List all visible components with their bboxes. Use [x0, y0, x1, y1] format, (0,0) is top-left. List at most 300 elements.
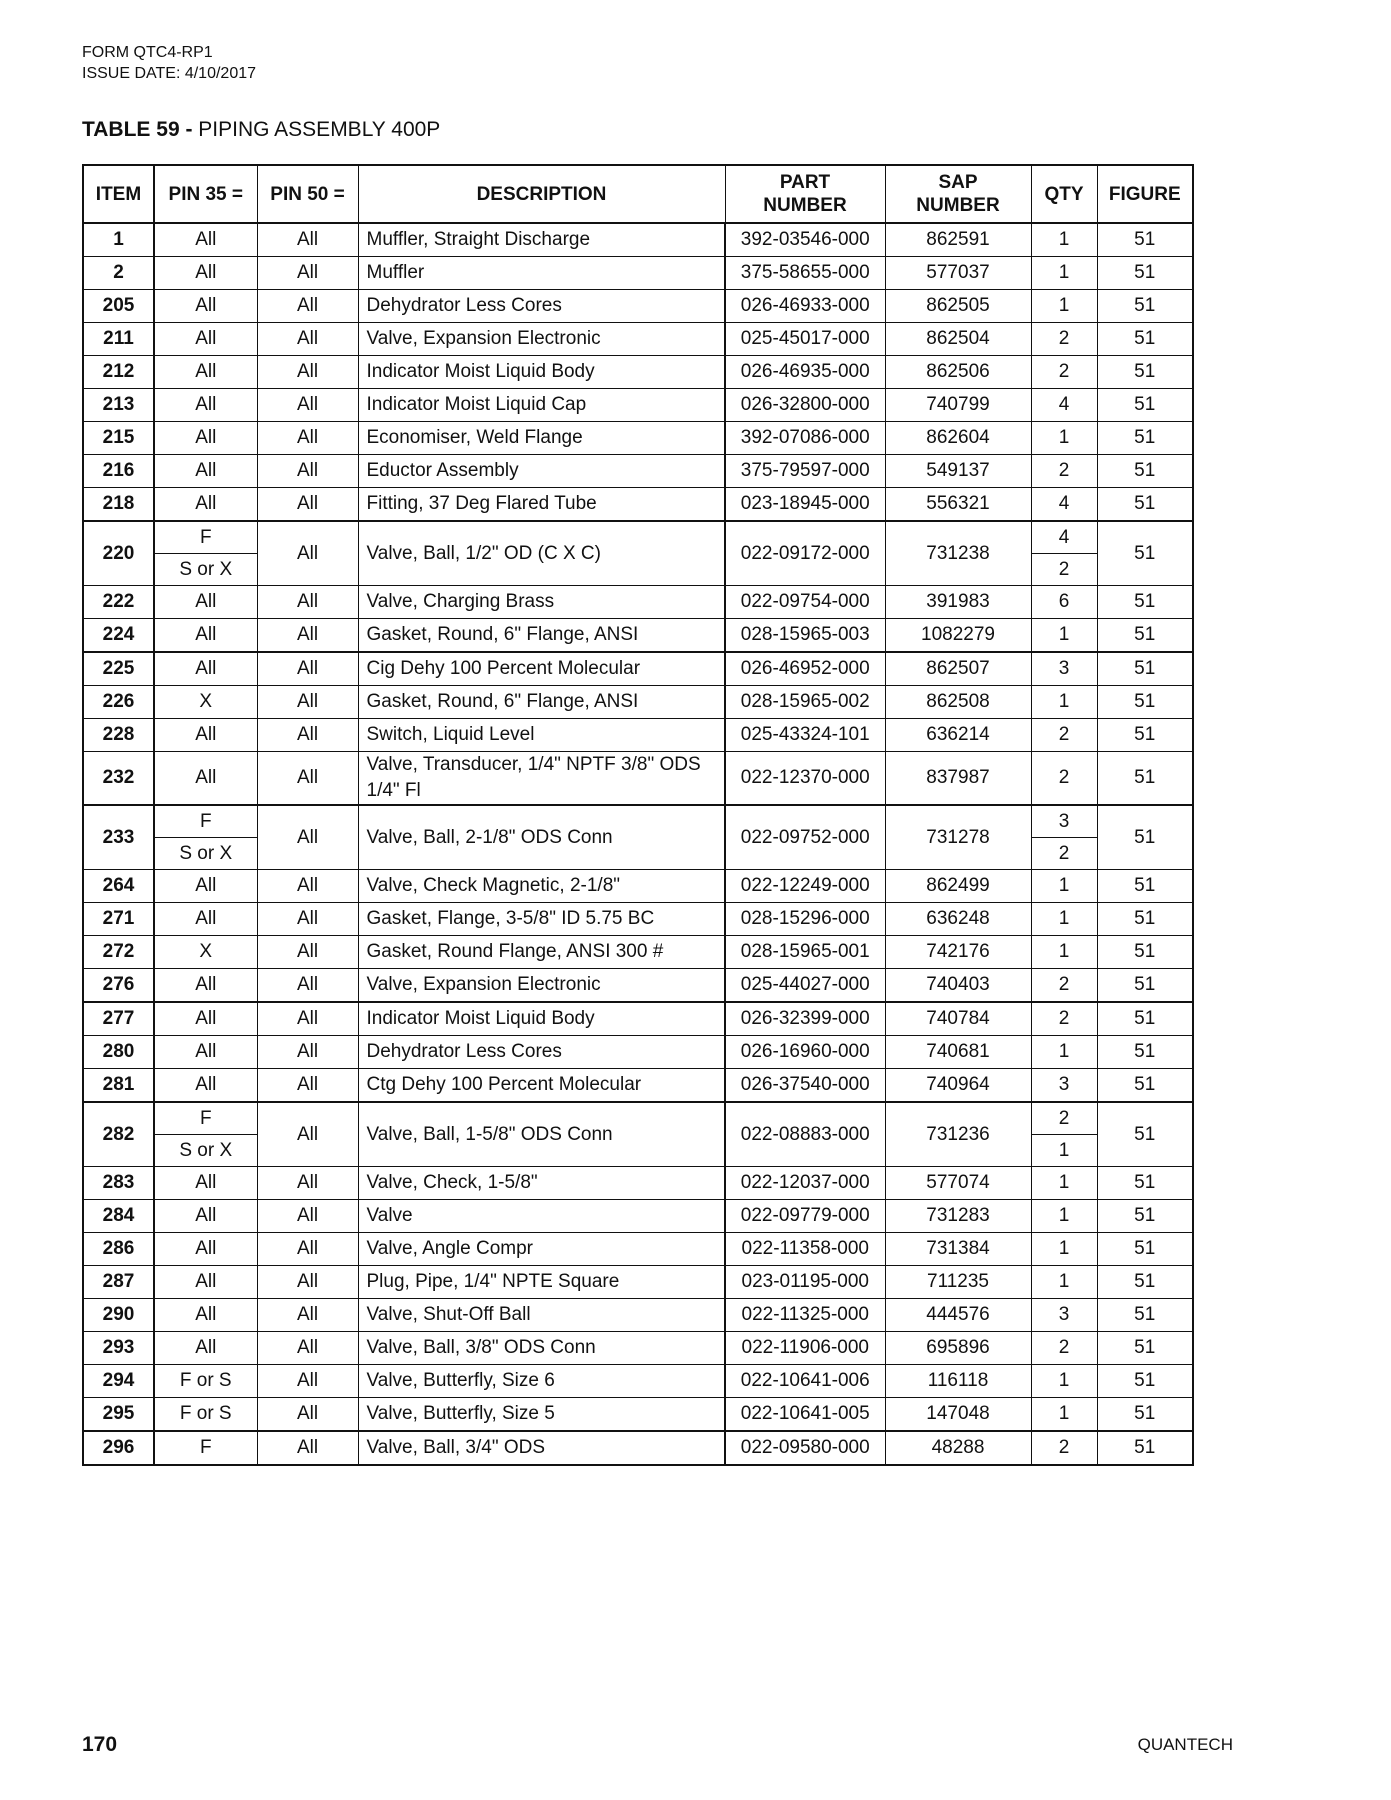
pin50-cell: All [257, 257, 358, 290]
item-cell: 213 [83, 389, 154, 422]
sap-number-cell: 862505 [885, 290, 1031, 323]
part-number-cell: 022-09172-000 [725, 521, 885, 586]
item-cell: 220 [83, 521, 154, 586]
figure-cell: 51 [1097, 422, 1193, 455]
figure-cell: 51 [1097, 1002, 1193, 1036]
part-number-cell: 023-18945-000 [725, 488, 885, 522]
part-number-cell: 022-10641-005 [725, 1398, 885, 1432]
part-number-cell: 392-03546-000 [725, 223, 885, 257]
pin50-cell: All [257, 488, 358, 522]
figure-cell: 51 [1097, 686, 1193, 719]
qty-cell: 3 [1031, 1299, 1097, 1332]
item-cell: 284 [83, 1200, 154, 1233]
pin50-cell: All [257, 455, 358, 488]
figure-cell: 51 [1097, 1365, 1193, 1398]
qty-cell: 1 [1031, 870, 1097, 903]
table-row [83, 1299, 1193, 1332]
item-cell: 211 [83, 323, 154, 356]
sap-number-cell: 862499 [885, 870, 1031, 903]
part-number-cell: 028-15965-003 [725, 619, 885, 653]
table-row [83, 1266, 1193, 1299]
table-row [83, 1200, 1193, 1233]
qty-cell: 4 [1031, 488, 1097, 522]
pin35-cell: All [154, 455, 257, 488]
table-row [83, 422, 1193, 455]
col-header-description: DESCRIPTION [358, 165, 725, 223]
part-number-cell: 026-16960-000 [725, 1036, 885, 1069]
sap-number-cell: 636248 [885, 903, 1031, 936]
qty-cell: 1 [1031, 1398, 1097, 1432]
sap-number-cell: 549137 [885, 455, 1031, 488]
sap-number-cell: 742176 [885, 936, 1031, 969]
col-header-item: ITEM [83, 165, 154, 223]
part-number-cell: 022-08883-000 [725, 1102, 885, 1167]
description-cell: Valve, Butterfly, Size 5 [358, 1398, 725, 1432]
description-cell: Valve, Ball, 2-1/8" ODS Conn [358, 805, 725, 870]
description-cell: Valve, Butterfly, Size 6 [358, 1365, 725, 1398]
pin35-cell: All [154, 1332, 257, 1365]
brand-name: QUANTECH [1137, 1735, 1233, 1754]
figure-cell: 51 [1097, 290, 1193, 323]
table-row [83, 619, 1193, 653]
table-name: PIPING ASSEMBLY 400P [192, 118, 441, 141]
pin35-cell: F [154, 805, 257, 838]
qty-cell: 2 [1031, 1332, 1097, 1365]
col-header-sap-number: SAP NUMBER [885, 165, 1031, 223]
table-row [83, 903, 1193, 936]
description-cell: Valve, Transducer, 1/4" NPTF 3/8" ODS 1/4" Fl [358, 752, 725, 806]
pin35-cell: F [154, 1102, 257, 1135]
figure-cell: 51 [1097, 455, 1193, 488]
description-cell: Eductor Assembly [358, 455, 725, 488]
table-row [83, 488, 1193, 522]
sap-number-cell: 837987 [885, 752, 1031, 806]
pin35-cell: All [154, 422, 257, 455]
pin50-cell: All [257, 1002, 358, 1036]
sap-number-cell: 48288 [885, 1431, 1031, 1465]
item-cell: 216 [83, 455, 154, 488]
pin35-cell: All [154, 290, 257, 323]
description-cell: Muffler [358, 257, 725, 290]
sap-number-cell: 862504 [885, 323, 1031, 356]
table-row [83, 752, 1193, 806]
part-number-cell: 025-44027-000 [725, 969, 885, 1003]
part-number-cell: 026-46933-000 [725, 290, 885, 323]
item-cell: 2 [83, 257, 154, 290]
figure-cell: 51 [1097, 1233, 1193, 1266]
pin50-cell: All [257, 1299, 358, 1332]
qty-cell: 3 [1031, 1069, 1097, 1103]
sap-number-cell: 740681 [885, 1036, 1031, 1069]
pin35-cell: S or X [154, 554, 257, 586]
pin50-cell: All [257, 969, 358, 1003]
qty-cell: 1 [1031, 1135, 1097, 1167]
description-cell: Valve [358, 1200, 725, 1233]
pin35-cell: All [154, 586, 257, 619]
figure-cell: 51 [1097, 805, 1193, 870]
pin50-cell: All [257, 805, 358, 870]
pin35-cell: F [154, 521, 257, 554]
pin35-cell: All [154, 719, 257, 752]
pin35-cell: All [154, 652, 257, 686]
pin35-cell: All [154, 1299, 257, 1332]
sap-number-cell: 740784 [885, 1002, 1031, 1036]
pin50-cell: All [257, 290, 358, 323]
figure-cell: 51 [1097, 903, 1193, 936]
figure-cell: 51 [1097, 1102, 1193, 1167]
part-number-cell: 022-10641-006 [725, 1365, 885, 1398]
part-number-cell: 022-12249-000 [725, 870, 885, 903]
pin35-cell: S or X [154, 838, 257, 870]
pin35-cell: All [154, 752, 257, 806]
pin35-cell: All [154, 257, 257, 290]
qty-cell: 1 [1031, 1036, 1097, 1069]
part-number-cell: 022-12370-000 [725, 752, 885, 806]
part-number-cell: 025-43324-101 [725, 719, 885, 752]
figure-cell: 51 [1097, 719, 1193, 752]
page-number: 170 [82, 1733, 118, 1756]
item-cell: 286 [83, 1233, 154, 1266]
item-cell: 232 [83, 752, 154, 806]
figure-cell: 51 [1097, 223, 1193, 257]
description-cell: Indicator Moist Liquid Cap [358, 389, 725, 422]
part-number-cell: 022-11325-000 [725, 1299, 885, 1332]
sap-number-cell: 731236 [885, 1102, 1031, 1167]
figure-cell: 51 [1097, 752, 1193, 806]
table-row [83, 521, 1193, 554]
qty-cell: 1 [1031, 422, 1097, 455]
table-row [83, 719, 1193, 752]
item-cell: 224 [83, 619, 154, 653]
table-row [83, 686, 1193, 719]
pin50-cell: All [257, 1102, 358, 1167]
sap-number-cell: 147048 [885, 1398, 1031, 1432]
sap-number-cell: 731384 [885, 1233, 1031, 1266]
qty-cell: 6 [1031, 586, 1097, 619]
description-cell: Dehydrator Less Cores [358, 290, 725, 323]
table-row [83, 323, 1193, 356]
table-row [83, 936, 1193, 969]
pin50-cell: All [257, 1200, 358, 1233]
pin50-cell: All [257, 903, 358, 936]
part-number-cell: 022-09754-000 [725, 586, 885, 619]
item-cell: 276 [83, 969, 154, 1003]
part-number-cell: 022-12037-000 [725, 1167, 885, 1200]
figure-cell: 51 [1097, 1431, 1193, 1465]
pin35-cell: All [154, 870, 257, 903]
pin35-cell: S or X [154, 1135, 257, 1167]
qty-cell: 1 [1031, 290, 1097, 323]
item-cell: 282 [83, 1102, 154, 1167]
table-number: TABLE 59 - [82, 118, 193, 141]
item-cell: 226 [83, 686, 154, 719]
pin50-cell: All [257, 1365, 358, 1398]
sap-number-cell: 636214 [885, 719, 1031, 752]
qty-cell: 2 [1031, 719, 1097, 752]
figure-cell: 51 [1097, 652, 1193, 686]
item-cell: 212 [83, 356, 154, 389]
pin35-cell: All [154, 323, 257, 356]
sap-number-cell: 740403 [885, 969, 1031, 1003]
part-number-cell: 022-09580-000 [725, 1431, 885, 1465]
table-row [83, 1332, 1193, 1365]
col-header-qty: QTY [1031, 165, 1097, 223]
pin50-cell: All [257, 719, 358, 752]
description-cell: Valve, Ball, 1/2" OD (C X C) [358, 521, 725, 586]
qty-cell: 1 [1031, 1233, 1097, 1266]
sap-number-cell: 711235 [885, 1266, 1031, 1299]
item-cell: 295 [83, 1398, 154, 1432]
sap-number-cell: 740799 [885, 389, 1031, 422]
item-cell: 1 [83, 223, 154, 257]
pin50-cell: All [257, 1266, 358, 1299]
pin35-cell: All [154, 1200, 257, 1233]
part-number-cell: 028-15965-001 [725, 936, 885, 969]
pin50-cell: All [257, 1167, 358, 1200]
figure-cell: 51 [1097, 1167, 1193, 1200]
part-number-cell: 023-01195-000 [725, 1266, 885, 1299]
figure-cell: 51 [1097, 1036, 1193, 1069]
qty-cell: 1 [1031, 257, 1097, 290]
pin35-cell: All [154, 619, 257, 653]
sap-number-cell: 391983 [885, 586, 1031, 619]
col-header-pin50: PIN 50 = [257, 165, 358, 223]
issue-date: ISSUE DATE: 4/10/2017 [82, 65, 257, 82]
pin35-cell: All [154, 1266, 257, 1299]
figure-cell: 51 [1097, 1299, 1193, 1332]
description-cell: Valve, Angle Compr [358, 1233, 725, 1266]
description-cell: Plug, Pipe, 1/4" NPTE Square [358, 1266, 725, 1299]
pin50-cell: All [257, 686, 358, 719]
qty-cell: 2 [1031, 838, 1097, 870]
description-cell: Gasket, Round, 6" Flange, ANSI [358, 619, 725, 653]
description-cell: Indicator Moist Liquid Body [358, 1002, 725, 1036]
table-row [83, 1102, 1193, 1135]
pin35-cell: All [154, 1069, 257, 1103]
qty-cell: 1 [1031, 903, 1097, 936]
figure-cell: 51 [1097, 257, 1193, 290]
table-header-row [83, 165, 1193, 223]
pin50-cell: All [257, 422, 358, 455]
pin35-cell: X [154, 686, 257, 719]
qty-cell: 2 [1031, 455, 1097, 488]
form-header [82, 42, 256, 84]
item-cell: 218 [83, 488, 154, 522]
figure-cell: 51 [1097, 870, 1193, 903]
table-row [83, 652, 1193, 686]
part-number-cell: 028-15296-000 [725, 903, 885, 936]
description-cell: Valve, Ball, 3/8" ODS Conn [358, 1332, 725, 1365]
qty-cell: 2 [1031, 1431, 1097, 1465]
item-cell: 290 [83, 1299, 154, 1332]
pin50-cell: All [257, 1398, 358, 1432]
item-cell: 228 [83, 719, 154, 752]
pin35-cell: All [154, 903, 257, 936]
pin35-cell: All [154, 488, 257, 522]
qty-cell: 4 [1031, 521, 1097, 554]
part-number-cell: 026-32399-000 [725, 1002, 885, 1036]
item-cell: 280 [83, 1036, 154, 1069]
pin50-cell: All [257, 389, 358, 422]
table-body [83, 223, 1193, 1465]
part-number-cell: 022-09779-000 [725, 1200, 885, 1233]
figure-cell: 51 [1097, 936, 1193, 969]
col-header-pin35: PIN 35 = [154, 165, 257, 223]
sap-number-cell: 577074 [885, 1167, 1031, 1200]
figure-cell: 51 [1097, 1332, 1193, 1365]
part-number-cell: 375-79597-000 [725, 455, 885, 488]
figure-cell: 51 [1097, 1200, 1193, 1233]
item-cell: 294 [83, 1365, 154, 1398]
sap-number-cell: 862506 [885, 356, 1031, 389]
qty-cell: 1 [1031, 223, 1097, 257]
table-row [83, 1398, 1193, 1432]
qty-cell: 1 [1031, 1266, 1097, 1299]
pin35-cell: All [154, 223, 257, 257]
table-row [83, 223, 1193, 257]
part-number-cell: 022-09752-000 [725, 805, 885, 870]
table-row [83, 389, 1193, 422]
sap-number-cell: 556321 [885, 488, 1031, 522]
table-row [83, 1069, 1193, 1103]
qty-cell: 2 [1031, 356, 1097, 389]
pin50-cell: All [257, 1036, 358, 1069]
pin50-cell: All [257, 521, 358, 586]
pin35-cell: F or S [154, 1398, 257, 1432]
sap-number-cell: 116118 [885, 1365, 1031, 1398]
figure-cell: 51 [1097, 1398, 1193, 1432]
item-cell: 293 [83, 1332, 154, 1365]
table-row [83, 1036, 1193, 1069]
description-cell: Muffler, Straight Discharge [358, 223, 725, 257]
part-number-cell: 022-11906-000 [725, 1332, 885, 1365]
part-number-cell: 026-46952-000 [725, 652, 885, 686]
sap-number-cell: 862604 [885, 422, 1031, 455]
pin35-cell: All [154, 1036, 257, 1069]
description-cell: Ctg Dehy 100 Percent Molecular [358, 1069, 725, 1103]
table-row [83, 805, 1193, 838]
figure-cell: 51 [1097, 521, 1193, 586]
description-cell: Valve, Ball, 1-5/8" ODS Conn [358, 1102, 725, 1167]
part-number-cell: 392-07086-000 [725, 422, 885, 455]
figure-cell: 51 [1097, 389, 1193, 422]
description-cell: Indicator Moist Liquid Body [358, 356, 725, 389]
qty-cell: 2 [1031, 323, 1097, 356]
pin50-cell: All [257, 356, 358, 389]
figure-cell: 51 [1097, 488, 1193, 522]
qty-cell: 2 [1031, 1102, 1097, 1135]
figure-cell: 51 [1097, 619, 1193, 653]
table-row [83, 356, 1193, 389]
figure-cell: 51 [1097, 1069, 1193, 1103]
description-cell: Economiser, Weld Flange [358, 422, 725, 455]
qty-cell: 4 [1031, 389, 1097, 422]
table-row [83, 1002, 1193, 1036]
description-cell: Valve, Expansion Electronic [358, 323, 725, 356]
sap-number-cell: 731278 [885, 805, 1031, 870]
qty-cell: 2 [1031, 752, 1097, 806]
item-cell: 222 [83, 586, 154, 619]
pin50-cell: All [257, 586, 358, 619]
sap-number-cell: 862591 [885, 223, 1031, 257]
table-row [83, 290, 1193, 323]
pin35-cell: F [154, 1431, 257, 1465]
sap-number-cell: 444576 [885, 1299, 1031, 1332]
figure-cell: 51 [1097, 356, 1193, 389]
qty-cell: 1 [1031, 1200, 1097, 1233]
table-row [83, 257, 1193, 290]
pin50-cell: All [257, 323, 358, 356]
pin35-cell: All [154, 356, 257, 389]
part-number-cell: 026-37540-000 [725, 1069, 885, 1103]
figure-cell: 51 [1097, 969, 1193, 1003]
pin50-cell: All [257, 1332, 358, 1365]
item-cell: 283 [83, 1167, 154, 1200]
item-cell: 277 [83, 1002, 154, 1036]
pin50-cell: All [257, 870, 358, 903]
description-cell: Fitting, 37 Deg Flared Tube [358, 488, 725, 522]
figure-cell: 51 [1097, 1266, 1193, 1299]
description-cell: Gasket, Round Flange, ANSI 300 # [358, 936, 725, 969]
pin50-cell: All [257, 936, 358, 969]
description-cell: Gasket, Flange, 3-5/8" ID 5.75 BC [358, 903, 725, 936]
table-row [83, 1167, 1193, 1200]
item-cell: 215 [83, 422, 154, 455]
part-number-cell: 022-11358-000 [725, 1233, 885, 1266]
table-row [83, 1233, 1193, 1266]
description-cell: Dehydrator Less Cores [358, 1036, 725, 1069]
qty-cell: 1 [1031, 1167, 1097, 1200]
qty-cell: 3 [1031, 805, 1097, 838]
sap-number-cell: 1082279 [885, 619, 1031, 653]
pin35-cell: All [154, 1167, 257, 1200]
col-header-part-number: PART NUMBER [725, 165, 885, 223]
table-row [83, 870, 1193, 903]
figure-cell: 51 [1097, 323, 1193, 356]
description-cell: Gasket, Round, 6" Flange, ANSI [358, 686, 725, 719]
qty-cell: 1 [1031, 936, 1097, 969]
item-cell: 281 [83, 1069, 154, 1103]
pin35-cell: All [154, 1002, 257, 1036]
qty-cell: 2 [1031, 969, 1097, 1003]
col-header-figure: FIGURE [1097, 165, 1193, 223]
qty-cell: 1 [1031, 686, 1097, 719]
table-title [82, 118, 440, 142]
item-cell: 271 [83, 903, 154, 936]
part-number-cell: 026-46935-000 [725, 356, 885, 389]
sap-number-cell: 731283 [885, 1200, 1031, 1233]
pin35-cell: X [154, 936, 257, 969]
item-cell: 233 [83, 805, 154, 870]
table-row [83, 969, 1193, 1003]
pin50-cell: All [257, 1233, 358, 1266]
pin50-cell: All [257, 652, 358, 686]
form-id: FORM QTC4-RP1 [82, 44, 213, 61]
qty-cell: 3 [1031, 652, 1097, 686]
pin35-cell: All [154, 389, 257, 422]
sap-number-cell: 862508 [885, 686, 1031, 719]
item-cell: 225 [83, 652, 154, 686]
qty-cell: 1 [1031, 619, 1097, 653]
table-row [83, 1365, 1193, 1398]
description-cell: Switch, Liquid Level [358, 719, 725, 752]
table-row [83, 586, 1193, 619]
qty-cell: 2 [1031, 1002, 1097, 1036]
table-row [83, 1431, 1193, 1465]
description-cell: Cig Dehy 100 Percent Molecular [358, 652, 725, 686]
pin35-cell: F or S [154, 1365, 257, 1398]
qty-cell: 1 [1031, 1365, 1097, 1398]
